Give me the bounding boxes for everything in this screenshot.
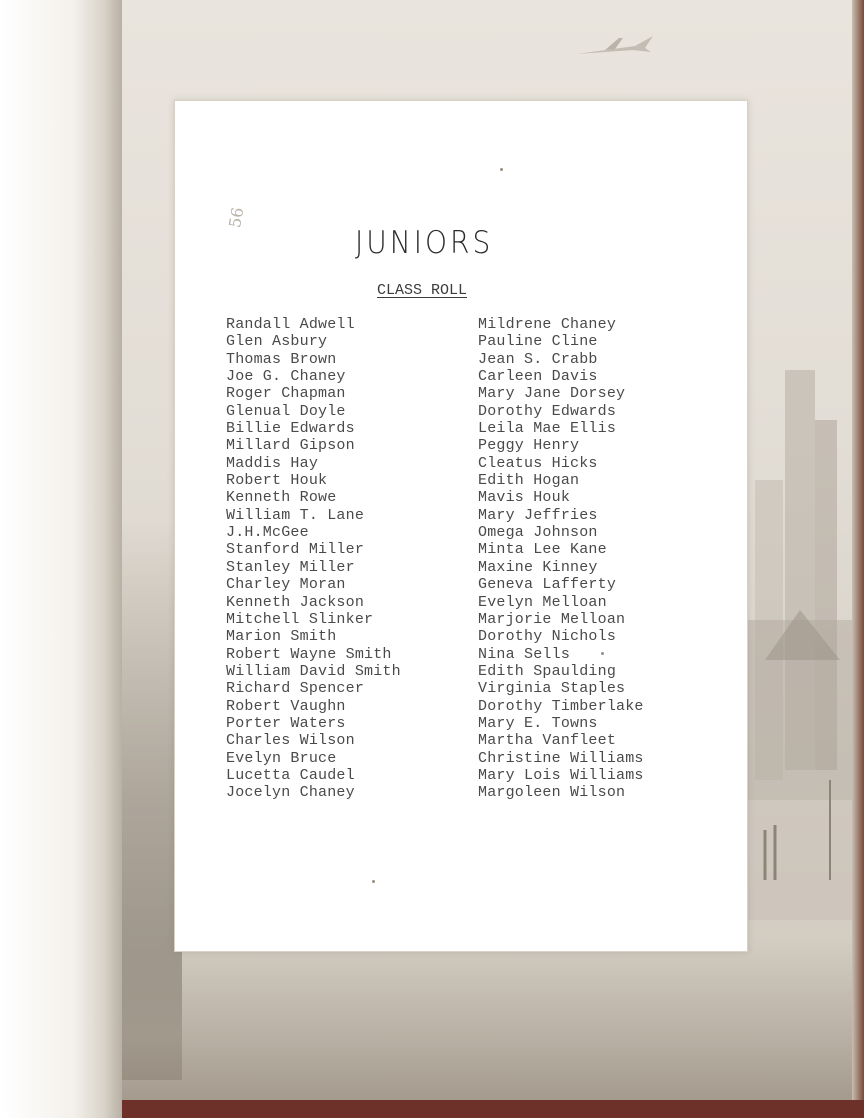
student-name: William David Smith <box>226 662 401 680</box>
student-name: Kenneth Jackson <box>226 593 365 611</box>
student-name: Millard Gipson <box>226 437 355 455</box>
student-name: Randall Adwell <box>226 316 355 333</box>
class-roll-heading: CLASS ROLL <box>377 282 468 299</box>
student-name: Thomas Brown <box>226 350 337 368</box>
student-name: Glenual Doyle <box>226 402 346 420</box>
airplane-illustration <box>575 32 655 62</box>
student-name: Christine Williams <box>478 749 644 767</box>
student-name: Billie Edwards <box>226 420 355 438</box>
student-name: Edith Hogan <box>478 472 580 490</box>
student-name: Mavis Houk <box>478 489 571 507</box>
student-name: Robert Houk <box>226 472 328 490</box>
student-name: Charles Wilson <box>226 732 355 750</box>
student-name: Edith Spaulding <box>478 662 617 680</box>
city-skyline-illustration <box>745 360 852 920</box>
page-edge <box>852 0 864 1118</box>
student-name: Glen Asbury <box>226 333 328 351</box>
student-name: Virginia Staples <box>478 680 626 698</box>
student-name: Dorothy Timberlake <box>478 697 644 715</box>
student-name: Robert Vaughn <box>226 697 346 715</box>
student-name: Minta Lee Kane <box>478 541 607 559</box>
ink-speck <box>500 168 503 171</box>
student-name: Dorothy Nichols <box>478 628 617 646</box>
student-name: Mary E. Towns <box>478 714 598 732</box>
student-name: Joe G. Chaney <box>226 368 346 386</box>
student-name: Martha Vanfleet <box>478 732 617 750</box>
student-name: Kenneth Rowe <box>226 489 337 507</box>
roll-column-right <box>478 316 644 802</box>
page-number-mark: 56 <box>225 205 248 230</box>
cover-edge <box>122 1100 864 1118</box>
student-name: Omega Johnson <box>478 524 598 542</box>
student-name: Mitchell Slinker <box>226 610 374 628</box>
student-name: Mary Jeffries <box>478 506 598 524</box>
student-name: Robert Wayne Smith <box>226 645 392 663</box>
student-name: Peggy Henry <box>478 437 580 455</box>
student-name: Mary Lois Williams <box>478 766 644 784</box>
student-name: Jocelyn Chaney <box>226 784 355 802</box>
background-illustration-bottom <box>122 940 852 1100</box>
book-spine <box>0 0 122 1118</box>
student-name: Charley Moran <box>226 576 346 594</box>
ink-speck <box>601 652 604 655</box>
student-name: Carleen Davis <box>478 368 598 386</box>
student-name: Dorothy Edwards <box>478 402 617 420</box>
student-name: Jean S. Crabb <box>478 350 598 368</box>
student-name: Porter Waters <box>226 714 346 732</box>
student-name: Mildrene Chaney <box>478 316 617 333</box>
student-name: Maxine Kinney <box>478 558 598 576</box>
student-name: Cleatus Hicks <box>478 454 598 472</box>
student-name: Leila Mae Ellis <box>478 420 617 438</box>
student-name: J.H.McGee <box>226 524 309 542</box>
student-name: Richard Spencer <box>226 680 365 698</box>
student-name: Stanford Miller <box>226 541 365 559</box>
student-name: Stanley Miller <box>226 558 355 576</box>
student-name: Nina Sells <box>478 645 571 663</box>
page-title: JUNIORS <box>355 224 494 261</box>
student-name: Mary Jane Dorsey <box>478 385 626 403</box>
student-name: Evelyn Melloan <box>478 593 607 611</box>
ink-speck <box>372 880 375 883</box>
student-name: Maddis Hay <box>226 454 319 472</box>
student-name: William T. Lane <box>226 506 365 524</box>
student-name: Lucetta Caudel <box>226 766 355 784</box>
student-name: Pauline Cline <box>478 333 598 351</box>
student-name: Geneva Lafferty <box>478 576 617 594</box>
student-name: Marion Smith <box>226 628 337 646</box>
student-name: Marjorie Melloan <box>478 610 626 628</box>
student-name: Evelyn Bruce <box>226 749 337 767</box>
student-name: Roger Chapman <box>226 385 346 403</box>
roll-column-left <box>226 316 401 802</box>
student-name: Margoleen Wilson <box>478 784 626 802</box>
